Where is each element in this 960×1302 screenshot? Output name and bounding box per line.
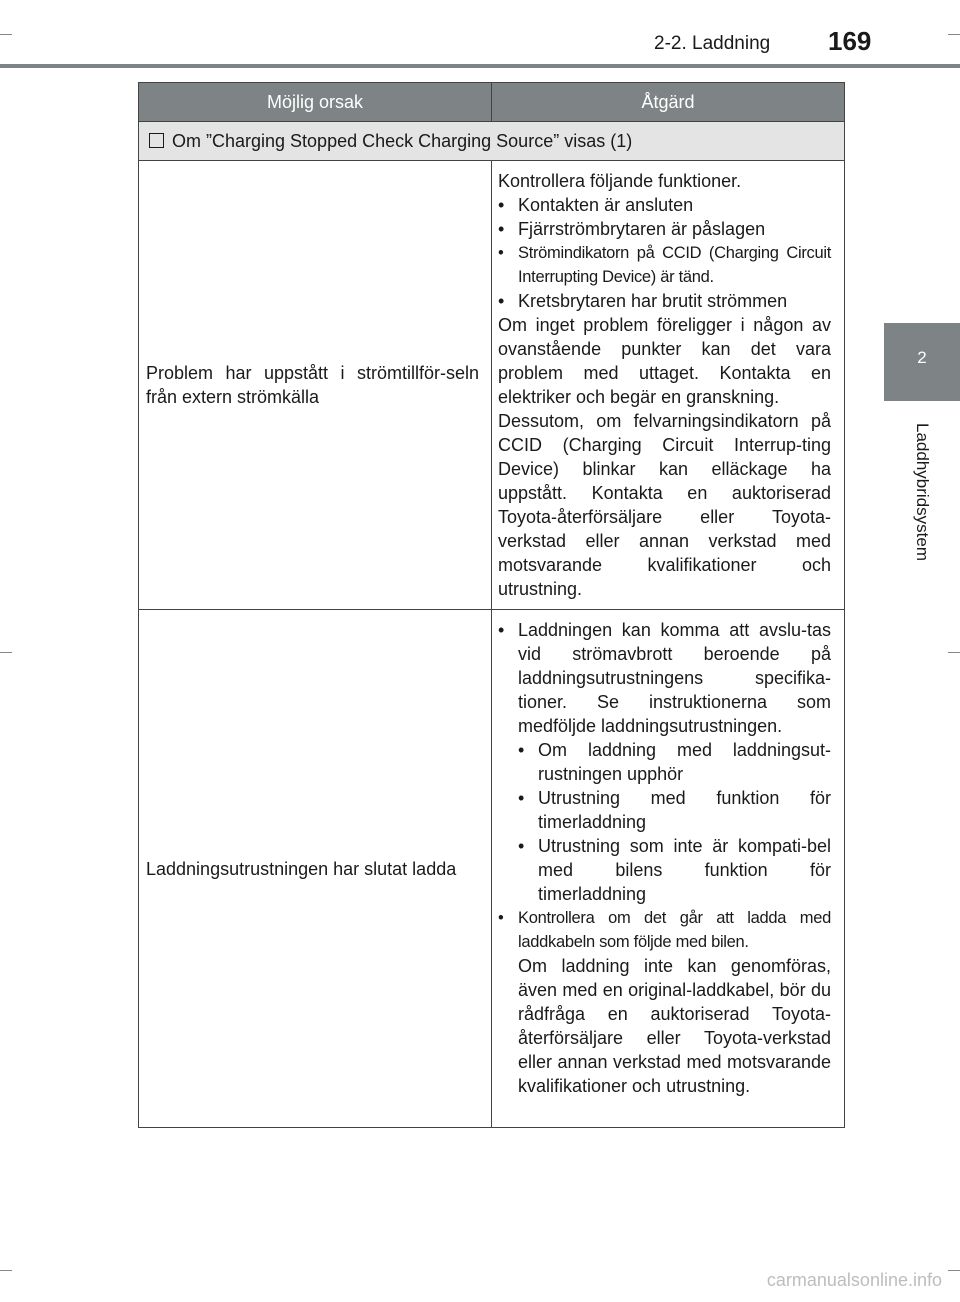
crop-mark [948,34,960,35]
table-subheading [139,122,845,161]
column-header-action: Åtgärd [492,83,845,122]
troubleshooting-table [138,82,845,1128]
list-item: • Strömindikatorn på CCID (Charging Circuit Interrupting Device) är tänd. [498,241,831,289]
action-paragraph: Dessutom, om felvarningsindikatorn på CCID (Charging Circuit Interrup-ting Device) blinkar kan elläckage ha uppstått. Kontakta en auktoriserad Toyota-återförsäljare eller Toyota-verkstad eller annan verkstad med motsvarande kvalifikationer och utrustning. [498,411,831,599]
crop-mark [948,652,960,653]
watermark-text: carmanualsonline.info [766,1270,942,1290]
chapter-label-text: Laddhybridsystem [913,423,932,561]
sub-list-item: • Utrustning som inte är kompati-bel med bilens funktion för timerladdning [498,834,831,906]
page-number: 169 [828,26,872,56]
cause-cell: Problem har uppstått i strömtillför-seln från extern strömkälla [139,161,492,610]
subheading-text: Om ”Charging Stopped Check Charging Source” visas (1) [172,130,633,151]
crop-mark [0,1270,12,1271]
action-cell [492,161,845,610]
list-item: • Laddningen kan komma att avslu-tas vid strömavbrott beroende på laddningsutrustningens specifika-tioner. Se instruktionerna som medföljde laddningsutrustningen. [498,618,831,738]
list-item: • Kontrollera om det går att ladda med laddkabeln som följde med bilen. [498,906,831,954]
sub-list-item: • Om laddning med laddningsut-rustningen upphör [498,738,831,786]
table-subheading-row [139,122,845,161]
crop-mark [948,1270,960,1271]
section-title: 2-2. Laddning [654,33,771,54]
table-row [139,161,845,610]
column-header-cause: Möjlig orsak [139,83,492,122]
list-item-continuation: Om laddning inte kan genomföras, även med en original-laddkabel, bör du rådfråga en auktoriserad Toyota-återförsäljare eller Toyota-verkstad eller annan verkstad med motsvarande kvalifikationer och utrustning. [518,956,831,1096]
table-row [139,610,845,1128]
checkbox-square-icon [149,133,164,148]
sub-list-item: • Utrustning med funktion för timerladdning [498,786,831,834]
chapter-number: 2 [917,348,927,367]
action-cell [492,610,845,1128]
crop-mark [0,34,12,35]
list-item: • Kretsbrytaren har brutit strömmen [498,289,831,313]
list-item: • Fjärrströmbrytaren är påslagen [498,217,831,241]
crop-mark [0,652,12,653]
cause-cell: Laddningsutrustningen har slutat ladda [139,610,492,1128]
table-header-row [139,83,845,122]
list-item: • Kontakten är ansluten [498,193,831,217]
action-intro: Kontrollera följande funktioner. [498,171,742,191]
action-paragraph: Om inget problem föreligger i någon av ovanstående punkter kan det vara problem med uttaget. Kontakta en elektriker och begär en granskning. [498,315,831,407]
header-rule [0,64,960,68]
